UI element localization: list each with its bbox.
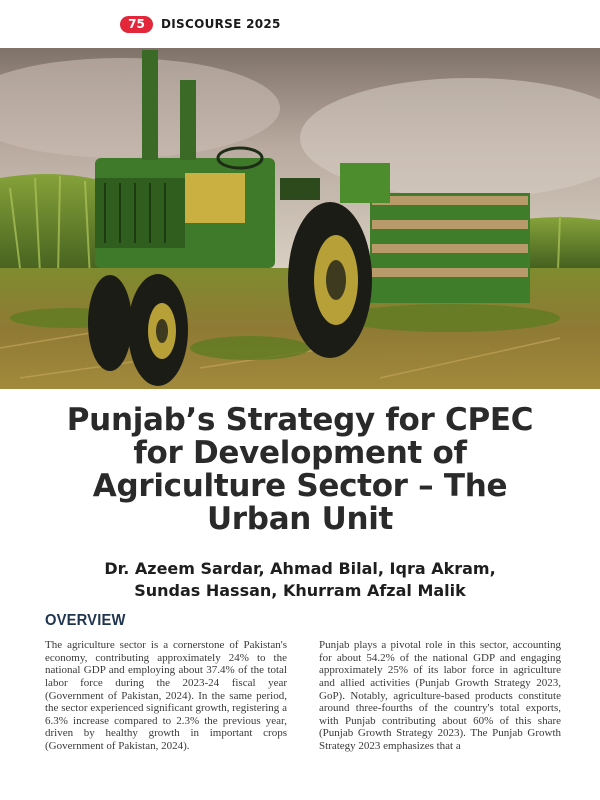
authors-line-1: Dr. Azeem Sardar, Ahmad Bilal, Iqra Akram, [104, 559, 496, 578]
page-header [0, 0, 600, 48]
article-title: Punjab’s Strategy for CPEC for Development of Agriculture Sector – The Urban Unit [66, 402, 534, 538]
body-column-right [319, 639, 561, 799]
page-number-badge: 75 [120, 16, 153, 33]
paragraph: Punjab plays a pivotal role in this sector, accounting for about 54.2% of the national GDP and engaging approximately 25% of its labor force in agriculture and allied activities (Punjab Growth Strategy 2023, GoP). Notably, agriculture-based products constitute around three-fourths of the country's total exports, with Punjab contributing about 60% of this share (Punjab Growth Strategy 2023). The Punjab Growth Strategy 2023 emphasizes that a [319, 639, 561, 753]
tractor-harvester-photo-icon [0, 48, 600, 389]
section-heading: OVERVIEW [45, 612, 126, 629]
authors-line-2: Sundas Hassan, Khurram Afzal Malik [134, 581, 466, 601]
body-column-left [45, 639, 287, 799]
hero-photo [0, 48, 600, 389]
article-authors [40, 558, 560, 603]
paragraph: The agriculture sector is a cornerstone of Pakistan's economy, contributing approximately 24% to the national GDP and employing about 37.4% of the total labor force during the 2023-24 fiscal year (Government of Pakistan, 2024). In the same period, the sector experienced significant growth, registering a 6.3% increase compared to 2.3% the previous year, driven by healthy growth in important crops (Government of Pakistan, 2024). [45, 639, 287, 753]
magazine-name: DISCOURSE 2025 [161, 17, 281, 31]
